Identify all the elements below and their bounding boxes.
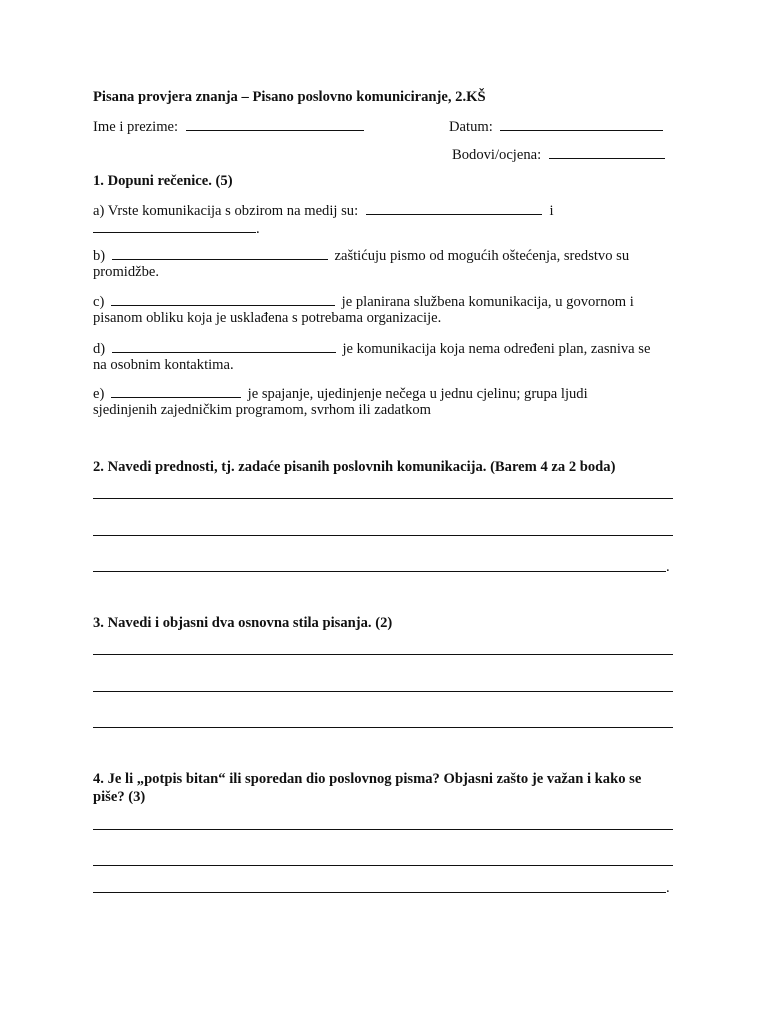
- q1-d-blank[interactable]: [112, 338, 336, 353]
- q1-d-line1: [93, 338, 650, 358]
- q3-answer-line-2[interactable]: [93, 691, 673, 692]
- q1-a-blank-2[interactable]: [93, 218, 256, 233]
- q1-d-label: d): [93, 341, 106, 357]
- points-field-row: [452, 144, 665, 164]
- q1-c-text: je planirana službena komunikacija, u govornom i: [341, 294, 634, 310]
- q1-a-line2: [93, 218, 260, 238]
- points-label: Bodovi/ocjena:: [452, 147, 542, 163]
- q1-a-blank-1[interactable]: [366, 200, 542, 215]
- q3-answer-line-1[interactable]: [93, 654, 673, 655]
- q1-d-text: je komunikacija koja nema određeni plan, zasniva se: [342, 341, 651, 357]
- q4-answer-line-3[interactable]: [93, 892, 666, 893]
- q1-c-label: c): [93, 294, 105, 310]
- q2-answer-line-3[interactable]: [93, 571, 666, 572]
- q1-e-line1: [93, 383, 588, 403]
- date-field-row: [449, 116, 663, 136]
- q1-d-line2: na osobnim kontaktima.: [93, 357, 234, 373]
- q1-e-text: je spajanje, ujedinjenje nečega u jednu cjelinu; grupa ljudi: [247, 386, 588, 402]
- q1-a-text: a) Vrste komunikacija s obzirom na medij su:: [93, 203, 359, 219]
- q2-answer-line-1[interactable]: [93, 498, 673, 499]
- q1-b-text: zaštićuju pismo od mogućih oštećenja, sredstvo su: [334, 248, 630, 264]
- name-label: Ime i prezime:: [93, 119, 179, 135]
- q1-e-line2: sjedinjenih zajedničkim programom, svrhom ili zadatkom: [93, 402, 432, 418]
- q1-c-blank[interactable]: [111, 291, 335, 306]
- q1-c-line1: [93, 291, 634, 311]
- q3-answer-line-3[interactable]: [93, 727, 673, 728]
- date-label: Datum:: [449, 119, 493, 135]
- q1-b-line2: promidžbe.: [93, 264, 160, 280]
- q2-end-mark: .: [666, 559, 670, 575]
- q1-e-blank[interactable]: [111, 383, 241, 398]
- q1-a-line1: [93, 200, 554, 220]
- q4-heading-line-1: 4. Je li „potpis bitan“ ili sporedan dio poslovnog pisma? Objasni zašto je važan i kako se: [93, 771, 642, 787]
- points-blank[interactable]: [549, 144, 665, 159]
- q1-c-line2: pisanom obliku koja je usklađena s potrebama organizacije.: [93, 310, 442, 326]
- q3-heading: 3. Navedi i objasni dva osnovna stila pisanja. (2): [93, 615, 393, 631]
- q1-heading: 1. Dopuni rečenice. (5): [93, 173, 233, 189]
- page-title: Pisana provjera znanja – Pisano poslovno komuniciranje, 2.KŠ: [93, 89, 486, 105]
- q4-answer-line-1[interactable]: [93, 829, 673, 830]
- q1-e-label: e): [93, 386, 105, 402]
- name-field-row: [93, 116, 364, 136]
- q1-a-conjunction: i: [549, 203, 554, 219]
- q1-b-line1: [93, 245, 629, 265]
- q4-end-mark: .: [666, 880, 670, 896]
- q4-answer-line-2[interactable]: [93, 865, 673, 866]
- q2-answer-line-2[interactable]: [93, 535, 673, 536]
- q1-b-blank[interactable]: [112, 245, 328, 260]
- name-blank[interactable]: [186, 116, 364, 131]
- date-blank[interactable]: [500, 116, 663, 131]
- q4-heading-line-2: piše? (3): [93, 789, 146, 805]
- q1-b-label: b): [93, 248, 106, 264]
- q1-a-end: .: [256, 221, 260, 237]
- q2-heading: 2. Navedi prednosti, tj. zadaće pisanih poslovnih komunikacija. (Barem 4 za 2 boda): [93, 459, 616, 475]
